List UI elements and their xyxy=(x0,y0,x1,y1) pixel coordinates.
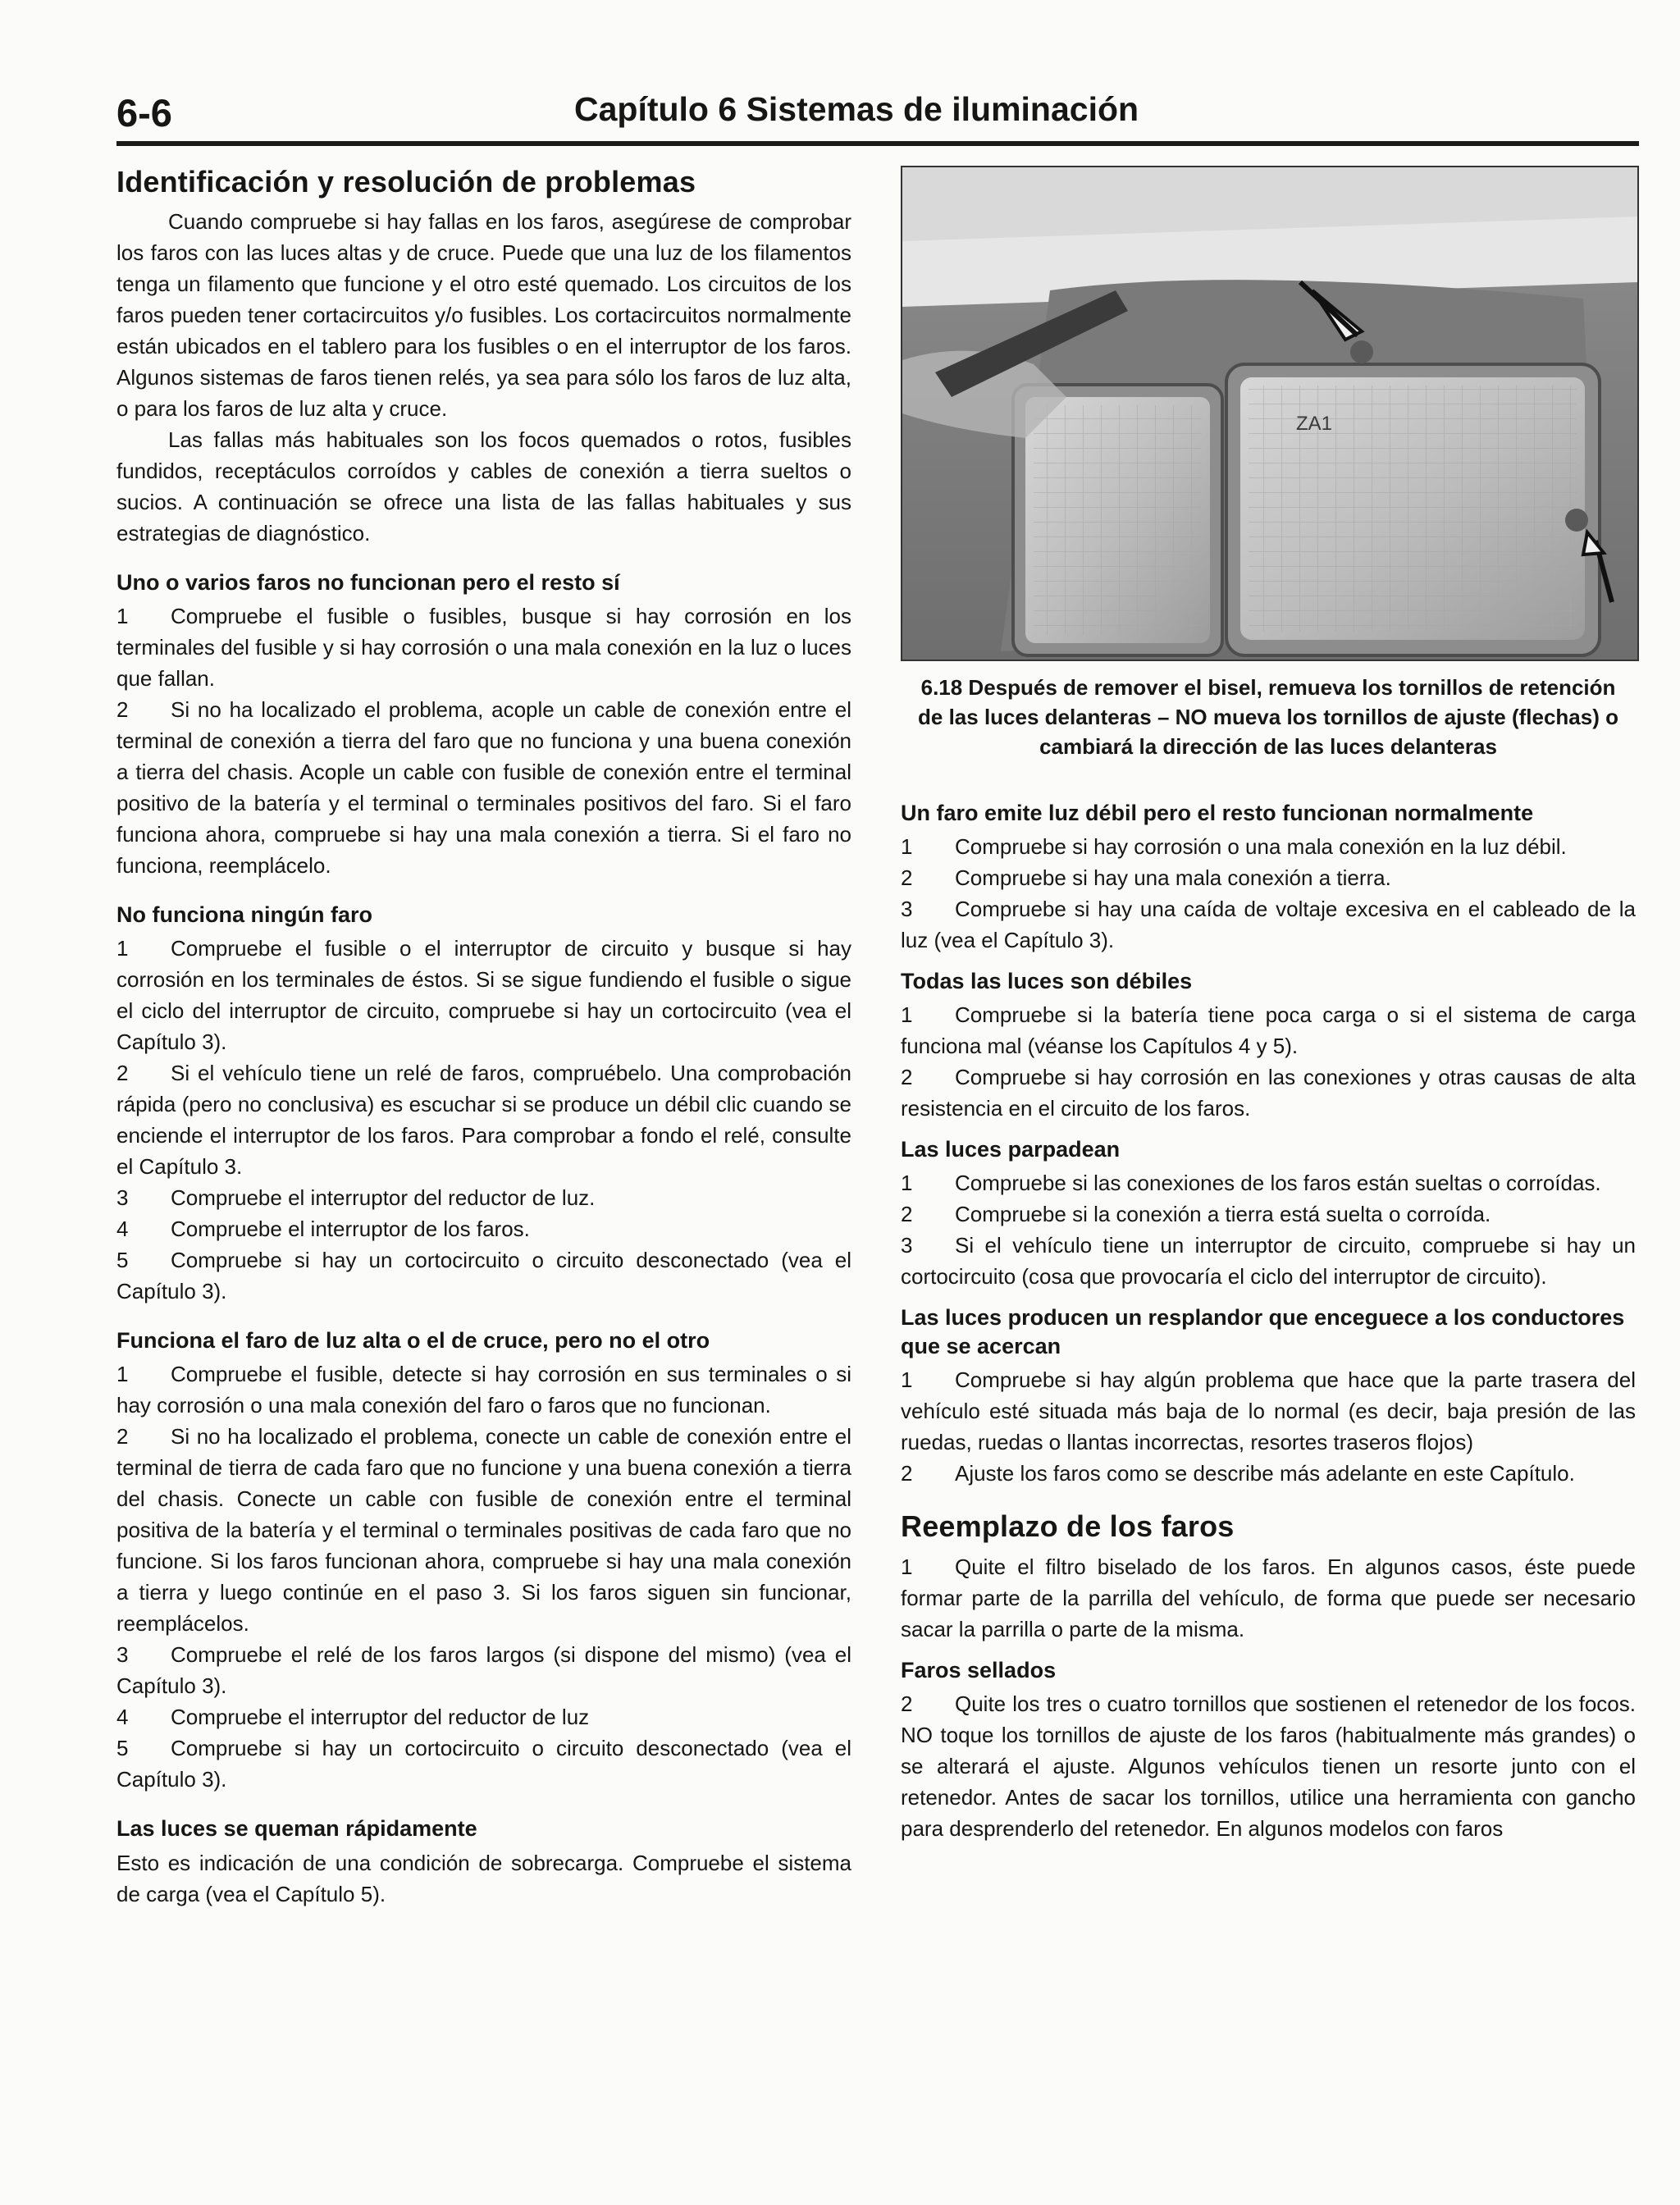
numbered-step xyxy=(116,1213,851,1244)
section-title-troubleshooting: Identificación y resolución de problemas xyxy=(116,165,696,199)
step-number: 3 xyxy=(901,1233,913,1258)
step-number: 2 xyxy=(901,1691,913,1716)
numbered-step xyxy=(901,1551,1636,1645)
step-number: 1 xyxy=(116,604,129,629)
step-text: Compruebe si hay un cortocircuito o circuito desconectado (vea el Capítulo 3). xyxy=(116,1248,851,1304)
numbered-step xyxy=(116,1182,851,1213)
step-text: Compruebe si hay una mala conexión a tierra. xyxy=(955,865,1391,891)
subsection-title: Un faro emite luz débil pero el resto funcionan normalmente xyxy=(901,801,1534,825)
numbered-step xyxy=(116,1701,851,1732)
step-text: Compruebe el relé de los faros largos (si dispone del mismo) (vea el Capítulo 3). xyxy=(116,1642,851,1699)
lens-marking: ZA1 xyxy=(1296,413,1333,435)
numbered-step xyxy=(901,1364,1636,1458)
step-text: Compruebe si hay algún problema que hace que la parte trasera del vehículo esté situada más baja de lo normal (es decir, baja presión de las ruedas, ruedas o llantas incorrectas, resortes traseros flojos) xyxy=(901,1367,1636,1455)
page-header xyxy=(116,87,1639,143)
step-number: 1 xyxy=(901,1367,913,1393)
left-column xyxy=(116,164,851,1910)
step-text: Quite los tres o cuatro tornillos que sostienen el retenedor de los focos. NO toque los tornillos de ajuste de los faros (habitualmente más grandes) o se alterará el ajuste. Algunos vehículos tienen un resorte junto con el retenedor. Antes de sacar los tornillos, utilice una herramienta con gancho para desprenderlo del retenedor. En algunos modelos con faros xyxy=(901,1691,1636,1841)
header-rule xyxy=(116,141,1639,146)
intro-paragraph: Cuando compruebe si hay fallas en los faros, asegúrese de comprobar los faros con las luces altas y de cruce. Puede que una luz de los filamentos tenga un filamento que funcione y el otro esté quemado. Los circuitos de los faros pueden tener cortacircuitos y/o fusibles. Los cortacircuitos normalmente están ubicados en el tablero para los fusibles o en el interruptor de los faros. Algunos sistemas de faros tienen relés, ya sea para sólo los faros de luz alta, o para los faros de luz alta y cruce. xyxy=(116,209,851,422)
step-number: 1 xyxy=(901,1554,913,1579)
step-text: Compruebe si hay un cortocircuito o circuito desconectado (vea el Capítulo 3). xyxy=(116,1736,851,1792)
numbered-step xyxy=(901,1458,1636,1489)
headlight-photo xyxy=(901,166,1639,661)
step-number: 5 xyxy=(116,1248,129,1273)
step-text: Si el vehículo tiene un relé de faros, compruébelo. Una comprobación rápida (pero no conclusiva) es escuchar si se produce un débil clic cuando se enciende el interruptor de los faros. Para comprobar a fondo el relé, consulte el Capítulo 3. xyxy=(116,1061,851,1180)
step-number: 2 xyxy=(901,865,913,891)
numbered-step xyxy=(116,1358,851,1421)
subsection-title: Faros sellados xyxy=(901,1657,1057,1682)
subsection-title: Las luces se queman rápidamente xyxy=(116,1816,477,1842)
step-text: Compruebe si las conexiones de los faros están sueltas o corroídas. xyxy=(955,1171,1601,1196)
numbered-step xyxy=(116,694,851,881)
step-number: 1 xyxy=(901,1171,913,1196)
step-text: Ajuste los faros como se describe más adelante en este Capítulo. xyxy=(955,1461,1575,1486)
numbered-step xyxy=(116,1057,851,1182)
step-text: Compruebe si hay corrosión o una mala conexión en la luz débil. xyxy=(955,834,1567,860)
numbered-step xyxy=(901,1198,1636,1230)
step-number: 3 xyxy=(116,1185,129,1211)
numbered-step xyxy=(116,1639,851,1701)
step-text: Compruebe si hay una caída de voltaje excesiva en el cableado de la luz (vea el Capítulo 3). xyxy=(901,897,1636,953)
step-number: 3 xyxy=(901,897,913,922)
intro-paragraph: Las fallas más habituales son los focos quemados o rotos, fusibles fundidos, receptáculos corroídos y cables de conexión a tierra sueltos o sucios. A continuación se ofrece una lista de las fallas habituales y sus estrategias de diagnóstico. xyxy=(116,427,851,546)
numbered-step xyxy=(116,600,851,694)
paragraph: Esto es indicación de una condición de sobrecarga. Compruebe el sistema de carga (vea el Capítulo 5). xyxy=(116,1850,851,1906)
numbered-step xyxy=(901,862,1636,893)
subsection-title: Todas las luces son débiles xyxy=(901,969,1193,994)
step-text: Compruebe si la batería tiene poca carga o si el sistema de carga funciona mal (véanse los Capítulos 4 y 5). xyxy=(901,1002,1636,1059)
numbered-step xyxy=(901,1167,1636,1198)
subsection-title: No funciona ningún faro xyxy=(116,902,372,928)
subsection-title: Funciona el faro de luz alta o el de cruce, pero no el otro xyxy=(116,1328,710,1354)
step-text: Compruebe si la conexión a tierra está suelta o corroída. xyxy=(955,1202,1491,1227)
step-text: Compruebe el fusible o el interruptor de circuito y busque si hay corrosión en los terminales de éstos. Si se sigue fundiendo el fusible o sigue el ciclo del interruptor de circuito, compruebe si hay un cortocircuito (vea el Capítulo 3). xyxy=(116,936,851,1055)
step-text: Compruebe el interruptor del reductor de luz. xyxy=(171,1185,596,1211)
subsection-title: Las luces producen un resplandor que enceguece a los conductores que se acercan xyxy=(901,1305,1625,1359)
page-number: 6-6 xyxy=(116,91,172,135)
numbered-step xyxy=(116,1732,851,1795)
step-text: Compruebe el interruptor del reductor de luz xyxy=(171,1705,590,1730)
section-title-replacement: Reemplazo de los faros xyxy=(901,1509,1235,1544)
step-number: 4 xyxy=(116,1217,129,1242)
step-number: 5 xyxy=(116,1736,129,1761)
step-number: 3 xyxy=(116,1642,129,1668)
step-number: 2 xyxy=(901,1065,913,1090)
step-text: Compruebe si hay corrosión en las conexiones y otras causas de alta resistencia en el circuito de los faros. xyxy=(901,1065,1636,1121)
numbered-step xyxy=(116,1421,851,1639)
numbered-step xyxy=(116,933,851,1057)
step-number: 2 xyxy=(116,697,129,723)
numbered-step xyxy=(901,893,1636,956)
step-text: Si no ha localizado el problema, acople un cable de conexión entre el terminal de conexión a tierra del faro que no funciona y una buena conexión a tierra del chasis. Acople un cable con fusible de conexión entre el terminal positivo de la batería y el terminal o terminales positivos del faro. Si el faro funciona ahora, compruebe si hay una mala conexión a tierra. Si el faro no funciona, reemplácelo. xyxy=(116,697,851,879)
figure-caption: 6.18 Después de remover el bisel, remueva los tornillos de retención de las luces delanteras – NO mueva los tornillos de ajuste (flechas) o cambiará la dirección de las luces delanteras xyxy=(918,675,1618,759)
step-text: Si el vehículo tiene un interruptor de circuito, compruebe si hay un cortocircuito (cosa que provocaría el ciclo del interruptor de circuito). xyxy=(901,1233,1636,1290)
numbered-step xyxy=(901,1230,1636,1292)
step-number: 2 xyxy=(901,1202,913,1227)
subsection-title: Uno o varios faros no funcionan pero el resto sí xyxy=(116,570,620,596)
step-number: 1 xyxy=(901,1002,913,1028)
step-text: Compruebe el interruptor de los faros. xyxy=(171,1217,530,1242)
chapter-title: Capítulo 6 Sistemas de iluminación xyxy=(574,90,1139,128)
right-column xyxy=(901,166,1636,1844)
step-number: 1 xyxy=(116,936,129,961)
step-text: Compruebe el fusible o fusibles, busque si hay corrosión en los terminales del fusible y si hay corrosión o una mala conexión en la luz o luces que fallan. xyxy=(116,604,851,692)
numbered-step xyxy=(901,1688,1636,1844)
step-number: 4 xyxy=(116,1705,129,1730)
step-text: Si no ha localizado el problema, conecte un cable de conexión entre el terminal de tierra de cada faro que no funcione y una buena conexión a tierra del chasis. Conecte un cable con fusible de conexión entre el terminal positiva de la batería y el terminal o terminales positivas de cada faro que no funcione. Si los faros funcionan ahora, compruebe si hay una mala conexión a tierra y luego continúe en el paso 3. Si los faros siguen sin funcionar, reemplácelos. xyxy=(116,1424,851,1637)
headlight-photo-illustration xyxy=(902,167,1637,660)
numbered-step xyxy=(901,1061,1636,1124)
step-number: 1 xyxy=(116,1362,129,1387)
step-number: 1 xyxy=(901,834,913,860)
step-number: 2 xyxy=(116,1061,129,1086)
numbered-step xyxy=(901,831,1636,862)
step-text: Quite el filtro biselado de los faros. En algunos casos, éste puede formar parte de la parrilla del vehículo, de forma que puede ser necesario sacar la parrilla o parte de la misma. xyxy=(901,1554,1636,1641)
numbered-step xyxy=(116,1244,851,1307)
numbered-step xyxy=(901,999,1636,1061)
step-number: 2 xyxy=(901,1461,913,1486)
step-text: Compruebe el fusible, detecte si hay corrosión en sus terminales o si hay corrosión o una mala conexión del faro o faros que no funcionan. xyxy=(116,1362,851,1418)
subsection-title: Las luces parpadean xyxy=(901,1137,1121,1162)
step-number: 2 xyxy=(116,1424,129,1449)
